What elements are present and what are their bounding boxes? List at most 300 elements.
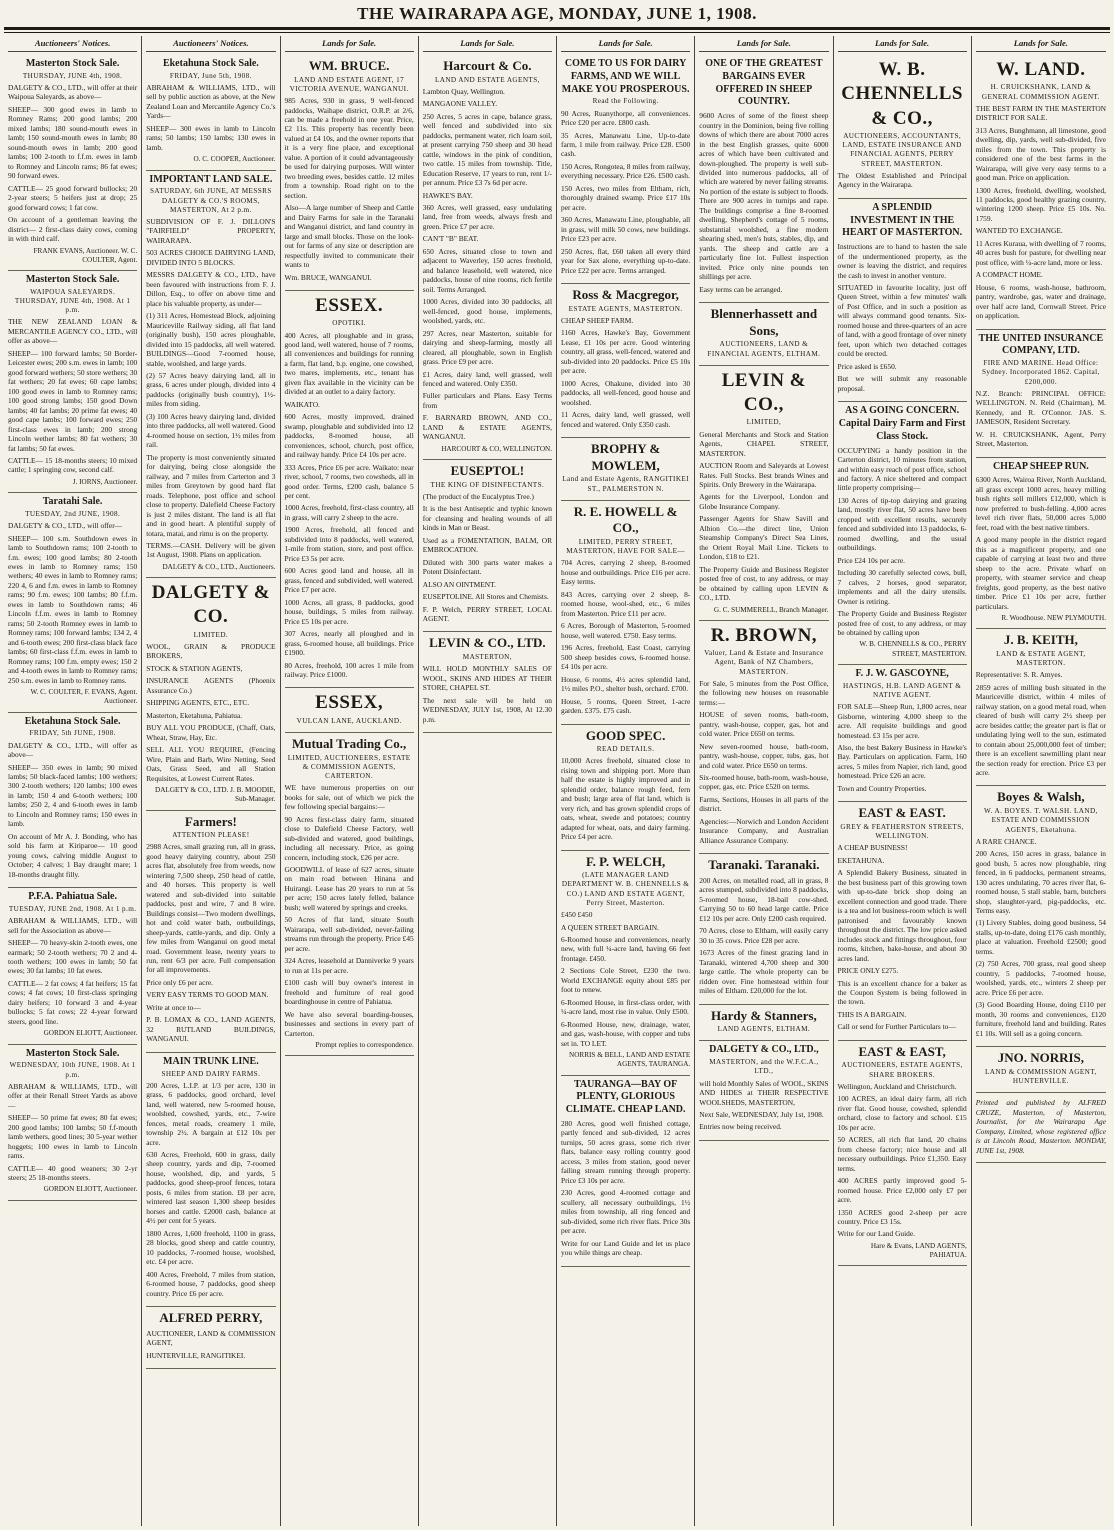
ad-paragraph: Also, the best Bakery Business in Hawke's Bay. Particulars on application. Farm, 160 acres, 5 miles from Napier, rich land, good homestead. Price £26 an acre.	[837, 743, 967, 781]
ad-paragraph: WAIKATO.	[284, 399, 320, 409]
ad-paragraph: EKETAHUNA.	[837, 855, 885, 865]
advertisement	[838, 402, 967, 665]
ad-paragraph: 50 Acres of flat land, situate South Wairarapa, well sub-divided, never-failing streams run through the property. Price £45 per acre.	[284, 915, 414, 953]
ad-paragraph: WE have numerous properties on our books for sale, out of which we pick the few following special bargains:—	[284, 783, 414, 812]
ad-body	[976, 475, 1106, 611]
ad-paragraph: 11 Acres Kuraua, with dwelling of 7 rooms, 40 acres bush for pasture, for dwelling near post office, with ¼-acre land, more or less.	[975, 238, 1106, 267]
advertisement	[423, 632, 552, 733]
ad-body	[976, 104, 1106, 321]
ad-body	[8, 83, 137, 244]
ad-paragraph: (3) Good Boarding House, doing £110 per month, 30 rooms and conveniences, £120 furniture, freehold land and building. Rates £1 10s. Will sell as a going concern.	[975, 1000, 1106, 1038]
ad-subtitle: LAND & COMMISSION AGENT, HUNTERVILLE.	[985, 1067, 1097, 1085]
ad-paragraph: SHEEP— 300 ewes in lamb to Lincoln rams; 50 lambs; 150 lambs; 130 ewes in lamb.	[146, 123, 276, 152]
ad-paragraph: 2859 acres of milling bush situated in the Mauriceville district, within 4 miles of railway station, on a good metal road, when cleared of bush will carry 2½ sheep per acre besides cattle; the greater part is flat or undulating lying well to the sun, estimated to contain about 25,000,000 feet of timber; there is an excellent sawmilling plant near the section ready for erection. Price £3 per acre.	[975, 682, 1106, 777]
ad-paragraph: Also—A large number of Sheep and Cattle and Dairy Farms for sale in the Taranaki and Wanganui district, and land country in large and small blocks. Those on the look-out for farms of any size or description are respectfully invited to communicate their wants to	[284, 203, 414, 270]
ad-paragraph: WOOL, GRAIN & PRODUCE BROKERS,	[146, 641, 276, 661]
ad-paragraph: 307 Acres, nearly all ploughed and in grass, 6-roomed house, all buildings. Price £1900.	[284, 629, 414, 658]
ad-subtitle: SATURDAY, 6th JUNE, AT MESSRS DALGETY & CO.'S ROOMS, MASTERTON, At 2 p.m.	[150, 187, 272, 214]
ad-paragraph: P. B. LOMAX & CO., LAND AGENTS, 32 RUTLAND BUILDINGS, WANGANUI.	[146, 1015, 276, 1044]
ad-title: EAST & EAST.	[858, 805, 946, 821]
ad-paragraph: 90 Acres, Ruanythorpe, all conveniences. Price £20 per acre. £800 cash.	[561, 108, 691, 128]
ad-body	[699, 679, 828, 846]
ad-paragraph: (1) 311 Acres, Homestead Block, adjoining Mauriceville Railway siding, all flat land (originally bush), 150 acres ploughable, divided into 15 paddocks, all well watered. BUILDINGS—Good 7-roomed house, stable, woolshed, and large yards.	[146, 311, 276, 368]
advertisement	[838, 802, 967, 1041]
ad-subtitle: (LATE MANAGER LAND DEPARTMENT W. B. CHENNELLS & CO.) LAND AND ESTATE AGENT, Perry Street, Masterton.	[561, 871, 690, 907]
advertisement	[561, 851, 690, 1076]
ad-paragraph: MESSRS DALGETY & CO., LTD., have been favoured with instructions from F. J. Dillon, Esq., to offer on above time and place his valuable property, as under—	[146, 270, 276, 308]
ad-paragraph: 2988 Acres, small grazing run, all in grass, good heavy dairying country, about 250 acres flat, absolutely free from weeds, now wintering 7,500 sheep, 250 head of cattle, and 40 horses. This property is well watered and sub-divided into suitable paddocks, post and wire, 7 and 8 wire. Buildings consist—Two modern dwellings, hot and cold water bath, outbuildings, sheep-yards, cattle-yards, and dip. Only a few miles from Wanganui on good metal road. Government lease, twenty years to run, rent 6/3 per acre. Full compensation for all improvements.	[146, 842, 276, 975]
column-header: Lands for Sale.	[838, 36, 967, 52]
ad-paragraph: MANGAONE VALLEY.	[422, 99, 498, 109]
ad-body	[146, 1329, 275, 1360]
ad-paragraph: WILL HOLD MONTHLY SALES OF WOOL, SKINS AND HIDES AT THEIR STORE, CHAPEL ST.	[422, 664, 552, 693]
ad-paragraph: 6-Roomed House, in first-class order, with ¼-acre land, most rise in value. Only £500.	[561, 997, 691, 1017]
ad-subtitle: GREY & FEATHERSTON STREETS, WELLINGTON.	[840, 822, 964, 841]
ad-signature: G. C. SUMMERELL, Branch Manager.	[713, 605, 829, 614]
advertisement	[976, 458, 1106, 630]
ad-title: Masterton Stock Sale.	[25, 58, 120, 69]
ad-body	[561, 1119, 690, 1258]
advertisement	[423, 460, 552, 632]
ad-title: DALGETY & CO., LTD.,	[709, 1044, 819, 1056]
ad-paragraph: 1900 Acres, freehold, all fenced and subdivided into 8 paddocks, well watered, 1-mile from station, store, and post office. Price £3 5s per acre.	[284, 525, 414, 563]
ad-subtitle: TUESDAY, JUNE 2nd, 1908. At 1 p.m.	[8, 904, 137, 913]
ad-signature: GORDON ELIOTT, Auctioneer.	[43, 1029, 138, 1038]
ad-paragraph: Diluted with 300 parts water makes a Potent Disinfectant.	[422, 557, 552, 577]
column-4	[419, 36, 557, 1526]
ad-paragraph: HUNTERVILLE, RANGITIKEI.	[146, 1350, 246, 1360]
ad-paragraph: 600 Acres, mostly improved, drained swamp, ploughable and subdivided into 12 paddocks, 8-roomed house, all conveniences, school, church, post office, and railway handy. Price £4 10s per acre.	[284, 412, 414, 460]
ad-body	[146, 842, 275, 1043]
ad-title: CHEAP SHEEP RUN.	[992, 460, 1089, 472]
ad-paragraph: 6-Roomed house and conveniences, nearly new, with full ¼-acre land, having 66 feet frontage. £450.	[561, 935, 691, 963]
ad-paragraph: 6 Acres, Borough of Masterton, 5-roomed house, well watered. £750. Easy terms.	[561, 621, 691, 640]
advertisement	[285, 291, 414, 688]
ad-paragraph: £100 cash will buy owner's interest in freehold and furniture of real good boardinghouse in centre of Pahiatua.	[284, 978, 414, 1007]
ad-paragraph: 1673 Acres of the finest grazing land in Taranaki, wintered 4,700 sheep and 300 large cattle. The whole property can be ridden over. Fine homestead within four miles of Eltham. £20,000 for the lot.	[699, 948, 829, 996]
ad-subtitle: ATTENTION PLEASE!	[172, 831, 250, 840]
ad-paragraph: Price only £6 per acre.	[146, 977, 213, 987]
ad-paragraph: £1 Acres, dairy land, well grassed, well fenced and watered. Only £350.	[422, 369, 552, 388]
advertisement	[976, 55, 1106, 330]
ad-paragraph: DALGETY & CO., LTD., will offer—	[8, 521, 123, 531]
ad-title: Eketahuna Stock Sale.	[162, 58, 259, 69]
masthead-rule-thick	[4, 27, 1110, 30]
ad-paragraph: 400 Acres, Freehold, 7 miles from station, 6-roomed house, 7 paddocks, good sheep country. Price £6 per acre.	[146, 1269, 276, 1298]
ad-paragraph: INSURANCE AGENTS (Phoenix Assurance Co.)	[146, 676, 276, 695]
ad-title: Blennerhassett and Sons,	[710, 306, 818, 338]
advertisement	[285, 55, 414, 291]
ad-paragraph: 600 Acres good land and house, all in grass, fenced and subdivided, well watered. Price £7 per acre.	[284, 566, 414, 595]
ad-paragraph: AUCTION Room and Saleyards at Lowest Rates. Full Stocks. Best brands Wines and Spirits. Only Brewery in the Wairarapa.	[699, 461, 829, 489]
ad-paragraph: But we will submit any reasonable proposal.	[837, 374, 967, 393]
ad-body	[976, 389, 1106, 449]
ad-subtitle: LIMITED,	[746, 418, 782, 427]
ad-body	[561, 756, 690, 841]
ad-paragraph: Wm. BRUCE, WANGANUI.	[284, 272, 372, 282]
advertisement	[699, 854, 828, 1004]
ad-title: AS A GOING CONCERN. Capital Dairy Farm and First Class Stock.	[838, 405, 966, 442]
ad-body	[423, 492, 552, 624]
ad-title: ALFRED PERRY,	[159, 1310, 263, 1326]
advertisement	[561, 438, 690, 501]
advertisement	[8, 55, 137, 271]
ad-paragraph: (2) 750 Acres, 700 grass, real good sheep country, 5 paddocks, 7-roomed house, woolshed, yards, etc., winters 2 sheep per acre. Price £6 per acre.	[975, 959, 1106, 997]
advertisement	[8, 1045, 137, 1201]
ad-paragraph: 150 Acres, Rongotea, 8 miles from railway, everything necessary. Price £26. £500 cash.	[561, 161, 691, 181]
printer-imprint: Printed and published by ALFRED CRUZE, Masterton, of Masterton, Journalist, for the Wairarapa Age Company, Limited, whose registered office is at Lincoln Road, Masterton. MONDAY, JUNE 1st, 1908.	[975, 1098, 1106, 1155]
advertisement	[8, 713, 137, 889]
ad-paragraph: HAWKE'S BAY.	[422, 190, 473, 200]
ad-paragraph: THIS IS A BARGAIN.	[837, 1009, 907, 1019]
ad-paragraph: A CHEAP BUSINESS!	[837, 843, 908, 853]
column-3	[281, 36, 419, 1526]
ad-paragraph: 9600 Acres of some of the finest sheep country in the Dominion, being five rolling downs of which there are about 7000 acres in the best English grasses, quite 6000 acres of which have been cultivated and down-ploughed. The property is well sub-divided into numerous paddocks, all of which are watered by never failing streams. No portion of the estate is subject to floods. There are 900 acres in turnips and rape. The buildings comprise a fine 8-roomed dwelling, Shepherd's cottage of 5 rooms, substantial woolshed, a fine modern shearing shed, men's huts, stables, dip, and yards. The sheep and cattle are a particularly fine lot. Fullest inspection invited. Price only nine pounds ten shillings per acre.	[699, 111, 829, 282]
ad-paragraph: 360 Acres, well grassed, easy undulating land, free from weeds, always fresh and green. Price £7 per acre.	[422, 203, 552, 231]
ad-signature: O. C. COOPER, Auctioneer.	[193, 155, 276, 164]
ad-paragraph: CATTLE— 40 good weaners; 30 2-yr steers; 25 18-months steers.	[8, 1163, 138, 1182]
ad-title: Eketahuna Stock Sale.	[24, 715, 121, 727]
ad-body	[838, 843, 967, 1031]
advertisement	[976, 786, 1106, 1047]
advertisement	[146, 1307, 275, 1369]
ad-subtitle: THE KING OF DISINFECTANTS.	[430, 480, 545, 489]
ad-paragraph: ALSO AN OINTMENT.	[422, 579, 496, 589]
ad-subtitle: LAND AGENTS, ELTHAM.	[717, 1025, 811, 1034]
ad-subtitle: MASTERTON,	[462, 653, 512, 662]
ad-title: Mutual Trading Co.,	[291, 735, 407, 751]
ad-paragraph: 1300 Acres, freehold, dwelling, woolshed, 11 paddocks, good healthy grazing country, wintering 1200 sheep. Price £5 10s. No. 1759.	[975, 185, 1106, 223]
ad-paragraph: SHEEP— 300 good ewes in lamb to Romney Rams; 200 good lambs; 200 mixed lambs; 180 sound-mouth ewes in lamb; 150 sound-mouth ewes in lamb; 80 sound-mouth ewes in lamb; 200 good lambs; 100 2-tooth to f.f.m. ewes in lamb to Romney and Lincoln rams; 86 fat ewes; 90 forward ewes.	[8, 104, 138, 181]
ad-body	[561, 558, 690, 715]
ad-paragraph: Call or send for Further Particulars to—	[837, 1022, 956, 1032]
ad-paragraph: 1000 Acres, Ohakune, divided into 30 paddocks, all well-fenced, good house and woolshed.	[561, 378, 691, 407]
advertisement	[561, 501, 690, 725]
ad-signature: Hare & Evans, LAND AGENTS, PAHIATUA.	[870, 1241, 967, 1260]
ad-title: Farmers!	[184, 813, 237, 829]
ad-paragraph: 704 Acres, carrying 2 sheep, 8-roomed house and outbuildings. Price £16 per acre. Easy terms.	[561, 558, 691, 587]
ad-paragraph: SHEEP— 70 heavy-skin 2-tooth ewes, one earmark; 50 2-tooth wethers; 70 2 and 4-tooth wethers; 100 ewes in lamb; 50 fat ewes; 30 fat lambs; 10 fat ewes.	[8, 938, 138, 976]
ad-paragraph: 200 Acres, on metalled road, all in grass, 8 acres stumped, subdivided into 8 paddocks, 5-roomed house, 18-bail cow-shed. Carrying 50 to 60 head large cattle. Price £12 10s per acre. Only £200 cash required.	[699, 875, 829, 923]
ad-paragraph: N.Z. Branch: PRINCIPAL OFFICE: WELLINGTON. N. Reid (Chairman), M. Kennedy, and R. O'Connor. JAS. S. JAMESON, Resident Secretary.	[975, 388, 1106, 427]
ad-paragraph: STOCK & STATION AGENTS,	[146, 663, 243, 673]
ad-paragraph: 70 Acres, close to Eltham, will easily carry 30 to 35 cows. Price £28 per acre.	[699, 926, 829, 945]
ad-title: Ross & Macgregor,	[572, 287, 679, 303]
ad-subtitle: LIMITED.	[193, 630, 229, 639]
ad-body	[8, 1082, 137, 1183]
ad-signature: NORRIS & BELL, LAND AND ESTATE AGENTS, TAURANGA.	[569, 1051, 691, 1069]
ad-subtitle: Land and Estate Agents, RANGITIKEI ST., PALMERSTON N.	[562, 475, 690, 493]
ad-paragraph: 1350 ACRES good 2-sheep per acre country. Price £3 15s.	[837, 1207, 967, 1227]
ad-paragraph: 2 Sections Cole Street, £230 the two. World EXCHANGE equity about £85 per foot to renew.	[561, 966, 691, 995]
ad-paragraph: 630 Acres, Freehold, 600 in grass, daily sheep country, yards and dip, 7-roomed house, woolshed, dip, and yards, 5 paddocks, good sheep-proof fences, totara posts, 6 miles from station. £8 per acre, wintered last season 1,300 sheep besides horses and cattle. £2000 cash, balance at 4½ per cent for 5 years.	[146, 1150, 276, 1226]
column-5	[557, 36, 695, 1526]
ad-signature: GORDON ELIOTT, Auctioneer.	[43, 1185, 138, 1194]
ad-paragraph: 324 Acres, leasehold at Danniverke 9 years to run at 11s per acre.	[284, 956, 414, 975]
ad-subtitle: TUESDAY, 2nd JUNE, 1908.	[25, 509, 121, 518]
ad-paragraph: 200 Acres, 150 acres in grass, balance in good bush, 5 acres now ploughable, ring fenced, in 6 paddocks, permanent streams, 130 acres undulating, 70 acres river flat, 6-roomed house, 5 stall stable, barn, butchers shop, slaughter-yard, pig-paddocks, etc. Terms easy.	[975, 849, 1106, 916]
ad-subtitle: OPOTIKI.	[332, 319, 366, 328]
ad-paragraph: BUY ALL YOU PRODUCE, (Chaff, Oats, Wheat, Straw, Hay, Etc.	[146, 723, 276, 742]
ad-title: J. B. KEITH,	[1003, 632, 1078, 648]
ad-paragraph: A Splendid Bakery Business, situated in the best business part of this growing town with up-to-date brick shop doing an excellent connection and good trade. There is a tea and lot business-room which is well patronised and favourably known throughout the district. The low price asked includes stock and fittings throughout, four rooms, kitchen, bake-house, and about 30 acres land.	[837, 868, 967, 963]
ad-title: Harcourt & Co.	[443, 58, 532, 73]
ad-title: W. LAND.	[996, 59, 1086, 80]
ad-paragraph: 333 Acres, Price £6 per acre. Waikato: near river, school, 7 rooms, two cowsheds, all in good order. Terms, £200 cash, balance 5 per cent.	[284, 462, 414, 500]
ad-signature: DALGETY & CO., LTD., Auctioneers.	[162, 562, 276, 571]
advertisement	[699, 1005, 828, 1042]
ad-title: Masterton Stock Sale.	[25, 273, 120, 285]
ad-subtitle: LIMITED, AUCTIONEERS, ESTATE & COMMISSION AGENTS, CARTERTON.	[287, 753, 411, 781]
ad-paragraph: Lambton Quay, Wellington.	[422, 86, 505, 96]
ad-body	[423, 664, 552, 724]
ad-paragraph: 11 Acres, dairy land, well grassed, well fenced and watered. Only £350 cash.	[561, 410, 691, 429]
ad-paragraph: 150 Acres, two miles from Eltham, rich, thoroughly drained swamp. Price £17 10s per acre.	[561, 183, 691, 212]
ad-signature: R. Woodhouse. NEW PLYMOUTH.	[1001, 614, 1106, 623]
ad-paragraph: Easy terms can be arranged.	[699, 284, 783, 294]
ad-paragraph: SHEEP— 100 s.m. Southdown ewes in lamb to Southdown rams; 100 2-tooth to f.m. ewes; 100 good lambs; 80 2-tooth ewes in lamb to Romney rams; 150 wethers; 40 ewes in lamb to Romney rams; 220 4, 6 and f.m. ewes in lamb to Romney rams; 90 f.m. ewes; 100 lambs; 80 f.f.m. ewes in lamb to Southdown rams; 46 Lincoln f.f.m. ewes in lamb to Romney rams; 50 2-tooth Romney ewes in lamb to Romney rams; 100 forward lambs; 134 2, 4 and 6-tooth ewes; 200 first-class black face lambs; 60 first-class f.f.m. ewes in lamb to Romney rams; 100 f.m. empty ewes; 150 2 and 4-tooth ewes in lamb to Romney rams; 250 s.m. ewes in lamb to Romney rams.	[8, 533, 138, 685]
advertisement	[8, 493, 137, 712]
ad-paragraph: 6-Roomed House, new, drainage, water, and gas, wash-house, with copper and tubs set in. TO LET.	[561, 1019, 691, 1048]
ad-paragraph: House, 6 rooms, 4½ acres splendid land, 1½ miles P.O., shelter bush, orchard. £700.	[561, 674, 691, 694]
ad-subtitle: MASTERTON, and the W.F.C.A., LTD.,	[709, 1058, 819, 1076]
ad-body	[699, 111, 828, 294]
advertisement	[423, 55, 552, 460]
column-header: Lands for Sale.	[423, 36, 552, 52]
ad-body	[699, 876, 828, 996]
ad-paragraph: £450 £450	[561, 910, 593, 920]
ad-title: ESSEX,	[315, 692, 384, 714]
ad-body	[146, 642, 275, 783]
ad-paragraph: Farms, Sections, Houses in all parts of the district.	[699, 794, 829, 814]
advertisement	[561, 1076, 690, 1267]
ad-paragraph: 35 Acres, Manawatu Line, Up-to-date farm, 1 mile from railway. Price £28. £500 cash.	[561, 130, 691, 159]
ad-signature: Prompt replies to correspondence.	[315, 1040, 414, 1049]
ad-paragraph: CATTLE— 2 fat cows; 4 fat heifers; 15 fat cows; 4 fat cows; 10 first-class springing dairy heifers; 10 forward 3 and 4-year bullocks; 5 fat cows; 22 4-year forward steers, good line.	[8, 978, 138, 1026]
ad-paragraph: 130 Acres of tip-top dairying and grazing land, mostly river flat, 50 acres have been cropped with excellent results, securely fenced and subdivided into 13 paddocks, 6-roomed dwelling, and the usual outbuildings.	[837, 495, 967, 553]
ad-paragraph: WANTED TO EXCHANGE.	[975, 226, 1063, 236]
ad-paragraph: (The product of the Eucalyptus Tree.)	[422, 491, 534, 501]
ad-title: R. E. HOWELL & CO.,	[573, 503, 678, 536]
ad-paragraph: CATTLE— 15 18-months steers; 10 mixed cattle; 1 springing cow, second calf.	[8, 455, 138, 475]
ad-title: LEVIN & CO., LTD.	[429, 635, 546, 651]
ad-paragraph: Write for our Land Guide and let us place you while things are cheap.	[561, 1238, 691, 1258]
ad-subtitle: FRIDAY, June 5th, 1908.	[169, 71, 252, 80]
ad-body	[838, 171, 967, 190]
ad-paragraph: 200 Acres, L.I.P. at 1/3 per acre, 130 in grass, 6 paddocks, good orchard, level land, well watered, new 5-roomed house, woolshed, cowshed, yards, etc., 7-wire fences, metal roads, creamery 1 mile, township 2½. A bargain at £12 10s per acre.	[146, 1080, 276, 1147]
ad-paragraph: W. H. CRUICKSHANK, Agent, Perry Street, Masterton.	[975, 429, 1106, 449]
ad-paragraph: We have also several boarding-houses, businesses and sections in every part of Carterton.	[284, 1009, 414, 1038]
ad-paragraph: Fuller particulars and Plans. Easy Terms from	[422, 391, 552, 410]
advertisement	[146, 578, 275, 810]
ad-body	[285, 96, 414, 282]
ad-paragraph: The Property Guide and Business Register posted free of cost, to any address, or may be obtained by calling upon	[837, 609, 967, 637]
ad-paragraph: SHEEP— 50 prime fat ewes; 80 fat ewes; 200 good lambs; 100 lambs; 50 f.f-mouth lamb wethers, good lines; 30 5-year wether hoggets; 100 ewes in lamb to Lincoln rams.	[8, 1113, 138, 1161]
ad-subtitle: READ DETAILS.	[596, 745, 655, 754]
ad-title: P.F.A. Pahiatua Sale.	[28, 891, 117, 903]
column-7	[834, 36, 972, 1526]
ad-body	[561, 109, 690, 276]
ad-paragraph: Town and Country Properties.	[837, 783, 927, 793]
advertisement	[146, 55, 275, 171]
ad-title: Taranaki. Taranaki.	[708, 857, 820, 873]
columns-container	[4, 36, 1110, 1526]
ad-title: A SPLENDID INVESTMENT IN THE HEART OF MASTERTON.	[842, 201, 963, 239]
ad-paragraph: House, 5 rooms, Queen Street, 1-acre garden. £375. £75 cash.	[561, 696, 691, 716]
ad-paragraph: Representative: S. R. Amyes.	[975, 670, 1063, 680]
ad-body	[146, 217, 275, 560]
ad-title: EAST & EAST,	[858, 1043, 946, 1059]
column-header: Auctioneers' Notices.	[8, 36, 137, 52]
ad-paragraph: 313 Acres, Bunghmann, all limestone, good dwelling, dip, yards, well sub-divided, five miles from the town. This property is considered one of the best farms in the Wairarapa, will give very easy terms to a good man. Price on application.	[975, 125, 1106, 183]
ad-subtitle: Read the Following.	[592, 97, 659, 106]
ad-paragraph: Entries now being received.	[699, 1122, 782, 1132]
ad-body	[976, 837, 1106, 1038]
ad-paragraph: DALGETY & CO., LTD., will offer as above—	[8, 740, 138, 760]
ad-body	[8, 741, 137, 880]
ad-paragraph: 1000 Acres, all grass, 8 paddocks, good house, buildings, 5 miles from railway. Price £5 10s per acre.	[284, 597, 414, 626]
ad-paragraph: 250 Acres, flat, £60 taken all every third year for Sax alone, everything up-to-date. Price £22 per acre. Terms arranged.	[561, 246, 691, 275]
ad-body	[8, 317, 137, 475]
ad-body	[8, 521, 137, 685]
ad-paragraph: 503 ACRES CHOICE DAIRYING LAND, DIVIDED INTO 5 BLOCKS.	[146, 248, 276, 267]
ad-paragraph: This is an excellent chance for a baker as the Coupon System is being followed in the town.	[837, 978, 967, 1007]
ad-paragraph: ABRAHAM & WILLIAMS, LTD., will offer at their Renall Street Yards as above—	[8, 1081, 138, 1110]
ad-title: W. B. CHENNELLS & CO.,	[841, 59, 963, 129]
ad-paragraph: F. P. Welch, PERRY STREET, LOCAL AGENT.	[422, 604, 552, 623]
ad-subtitle: Valuer, Land & Estate and Insurance Agent, Bank of NZ Chambers, MASTERTON.	[704, 649, 824, 676]
ad-body	[561, 910, 690, 1048]
ad-title: WM. BRUCE.	[308, 58, 390, 73]
advertisement	[8, 888, 137, 1044]
advertisement	[699, 303, 828, 366]
ad-title: Hardy & Stanners,	[710, 1007, 817, 1023]
ad-subtitle: VULCAN LANE, AUCKLAND.	[296, 716, 402, 725]
ad-paragraph: 400 ACRES partly improved good 5-roomed house. Price £2,000 only £7 per acre.	[837, 1176, 967, 1205]
ad-signature: HARCOURT & CO, WELLINGTON.	[441, 444, 552, 453]
column-8	[972, 36, 1110, 1526]
ad-paragraph: A good many people in the district regard this as a magnificent property, and one capable of carrying at least two and three sheep to the acre. Private wharf on property, with steamer service and cheap freights, good property, as the best native timber. Price £1 10s per acre, further particulars.	[975, 535, 1106, 611]
ad-paragraph: 1000 Acres, freehold, first-class country, all in grass, will carry 2 sheep to the acre.	[284, 503, 414, 522]
ad-paragraph: House, 6 rooms, wash-house, bathroom, pantry, wardrobe, gas, water and drainage, over half acre land, Cornwall Street. Price on application.	[975, 282, 1106, 321]
advertisement	[838, 199, 967, 402]
column-header: Lands for Sale.	[699, 36, 828, 52]
ad-signature: DALGETY & CO., LTD. J. B. MOODIE, Sub-Manager.	[155, 786, 276, 804]
ad-paragraph: VERY EASY TERMS TO GOOD MAN.	[146, 990, 269, 1000]
ad-title: MAIN TRUNK LINE.	[163, 1055, 259, 1067]
ad-paragraph: 10,000 Acres freehold, situated close to rising town and shipping port. More than half the estate is highly improved and in splendid order, balance rough feed, fern and bush; large area of flat land, which is very rich, and has grown splendid crops of oats, wheat, swede and potatoes; country adapted for wheat, oats, and dairy farming. Price £4 per acre.	[561, 756, 691, 842]
ad-body	[838, 242, 967, 393]
ad-paragraph: PRICE ONLY £275.	[837, 966, 899, 976]
ad-paragraph: THE NEW ZEALAND LOAN & MERCANTILE AGENCY CO., LTD., will offer as above—	[8, 317, 138, 346]
ad-paragraph: Agents for the Liverpool, London and Globe Insurance Company.	[699, 492, 829, 511]
ad-paragraph: A RARE CHANCE.	[975, 836, 1037, 846]
ad-paragraph: 843 Acres, carrying over 2 sheep, 8-roomed house, wool-shed, etc., 6 miles from Masterton. Price £11 per acre.	[561, 589, 691, 618]
advertisement	[8, 271, 137, 493]
ad-paragraph: 80 Acres, freehold, 100 acres 1 mile from railway. Price £1000.	[284, 660, 414, 679]
ad-subtitle: H. CRUICKSHANK, LAND & GENERAL COMMISSION AGENT.	[981, 83, 1100, 101]
ad-title: GOOD SPEC.	[585, 727, 666, 743]
ad-paragraph: 1160 Acres, Hawke's Bay, Government Lease, £1 10s per acre. Good wintering country, all grass, well-fenced, watered and sub-divided into 20 paddocks. Price £5 10s per acre.	[561, 328, 691, 376]
ad-paragraph: 985 Acres, 930 in grass, 9 well-fenced paddocks, Waihape district, O.R.P. at 2/6, can be made a freehold in one year. Price, £2 11s. This property has recently been valued at £4 10s, and the owner reports that it is a very fine place, and exceptional value. A portion of it could advantageously be used for dairying purposes. Will winter two breeding ewes, besides cattle. 12 miles from a township. Road right on to the section.	[284, 96, 414, 200]
ad-paragraph: A QUEEN STREET BARGAIN.	[561, 922, 659, 932]
ad-signature: W. B. CHENNELLS & CO., PERRY STREET, MASTERTON.	[859, 640, 967, 658]
column-1	[4, 36, 142, 1526]
ad-title: F. P. WELCH,	[585, 853, 666, 869]
ad-paragraph: GOODWILL of lease of 627 acres, situate on main road between Hinana and Huirangi. Lease has 20 years to run at 5s per acre; 150 acres lately felled, balance bush; well watered by springs and creeks.	[284, 865, 414, 912]
advertisement	[146, 1053, 275, 1307]
advertisement	[561, 284, 690, 438]
ad-subtitle: FIRE AND MARINE. Head Office: Sydney. Incorporated 1862. Capital, £200,000.	[982, 359, 1100, 386]
ad-paragraph: DALGETY & CO., LTD., will offer at their Waipoua Saleyards, as above—	[8, 83, 138, 102]
ad-body	[146, 1081, 275, 1298]
advertisement	[699, 1041, 828, 1141]
ad-paragraph: (2) 57 Acres heavy dairying land, all in grass, 6 acres under plough, divided into 4 paddocks (originally bush country), 1½-miles from siding.	[146, 371, 276, 409]
ad-paragraph: On account of a gentleman leaving the district— 2 first-class dairy cows, coming in with third calf.	[8, 215, 138, 244]
ad-paragraph: Masterton, Eketahuna, Pahiatua.	[146, 710, 243, 720]
ad-paragraph: EUSEPTOLINE. All Stores and Chemists.	[422, 592, 549, 602]
ad-title: DALGETY & CO.	[151, 582, 271, 628]
ad-title: TAURANGA—BAY OF PLENTY, GLORIOUS CLIMATE. CHEAP LAND.	[565, 1078, 686, 1116]
ad-paragraph: SELL ALL YOU REQUIRE, (Fencing Wire, Plain and Barb, Wire Netting, Seed Oats, Grass Seed, and all Station Requisites, at Lowest Current Rates.	[146, 745, 276, 783]
ad-paragraph: ABRAHAM & WILLIAMS, LTD., will sell by public auction as above, at the New Zealand Loan and Mercantile Agency Co.'s Yards—	[146, 83, 276, 121]
advertisement	[146, 811, 275, 1053]
ad-paragraph: 1000 Acres, divided into 30 paddocks, all well-fenced, good house, implements, woolshed, yards, etc.	[422, 297, 552, 326]
ad-paragraph: 280 Acres, good well finished cottage, partly fenced and sub-divided, 12 acres turnips, 50 acres grass, some rich river flats, balance easy rolling country good access, 3 miles from station, good never failing stream running through property. Price £3 10s per acre.	[561, 1119, 691, 1185]
ad-paragraph: F. BARNARD BROWN, AND CO., LAND & ESTATE AGENTS, WANGANUI.	[422, 413, 552, 442]
ad-signature: W. C. COULTER, F. EVANS, Agent. Auctioneer.	[30, 688, 138, 706]
ad-subtitle: WEDNESDAY, 10th JUNE, 1908. At 1 p.m.	[9, 1061, 136, 1079]
ad-body	[285, 331, 414, 680]
advertisement	[561, 55, 690, 284]
ad-paragraph: 1800 Acres, 1,600 freehold, 1100 in grass, 28 blocks, good sheep and cattle country, 10 paddocks, 7-roomed house, woolshed, etc. £4 per acre.	[146, 1228, 276, 1267]
ad-paragraph: New seven-roomed house, bath-room, pantry, wash-house, copper, tubs, gas, hot and cold water. Price £650 on terms.	[699, 741, 829, 770]
ad-body	[976, 670, 1106, 777]
ad-paragraph: SITUATED in favourite locality, just off Queen Street, within a few minutes' walk of Post Office, and in such a position as will always command good tenants. Six-roomed house and three-quarters of an acre of land, with a good frontage of over ninety feet, upon which two detached cottages could be erected.	[837, 283, 967, 359]
ad-paragraph: FOR SALE—Sheep Run, 1,800 acres, near Gisborne, wintering 4,000 sheep to the acre. All requisite buildings and good homestead. £3 15s per acre.	[837, 702, 967, 740]
ad-paragraph: The Oldest Established and Principal Agency in the Wairarapa.	[837, 170, 967, 190]
ad-title: Masterton Stock Sale.	[25, 1047, 120, 1059]
ad-subtitle: THURSDAY, JUNE 4th, 1908.	[22, 71, 123, 80]
ad-body	[561, 316, 690, 429]
ad-paragraph: 100 ACRES, an ideal dairy farm, all rich river flat. Good house, cowshed, splendid orchard, close to factory and school. £15 10s per acre.	[837, 1094, 967, 1132]
ad-title: COME TO US FOR DAIRY FARMS, AND WE WILL MAKE YOU PROSPEROUS.	[561, 58, 690, 95]
ad-body	[699, 1079, 828, 1132]
ad-subtitle: W. A. BOYES. T. WALSH. LAND, ESTATE AND COMMISSION AGENTS, Eketahuna.	[983, 807, 1098, 834]
ad-paragraph: CAN'T "B" BEAT.	[422, 234, 479, 244]
ad-paragraph: Next Sale, WEDNESDAY, July 1st, 1908.	[699, 1110, 824, 1120]
ad-paragraph: 250 Acres, 5 acres in cape, balance grass, well fenced and subdivided into six paddocks, permanent water, rich loam soil, at present carrying 750 sheep and 30 head cattle, windows in the pink of condition, two cattle. 15 miles from township. Title, Education Reserve, 17 years to run, rent 1/- per annum. Price £3 7s 6d per acre.	[422, 111, 552, 188]
ad-title: IMPORTANT LAND SALE.	[149, 173, 273, 185]
ad-body	[699, 430, 828, 603]
ad-paragraph: Wellington, Auckland and Christchurch.	[837, 1081, 957, 1091]
ad-body	[838, 446, 967, 638]
ad-paragraph: Price £24 10s per acre.	[837, 555, 906, 565]
ad-paragraph: THE BEST FARM IN THE MASTERTON DISTRICT FOR SALE.	[975, 103, 1106, 123]
ad-paragraph: On account of Mr A. J. Bonding, who has sold his farm at Kiriparoe— 10 good young cows, calving middle August to October; 4 calves; 1 Bay draught mare; 1 18-months draught filly.	[8, 831, 138, 879]
ad-paragraph: AUCTIONEER, LAND & COMMISSION AGENT,	[146, 1328, 276, 1348]
advertisement	[699, 366, 828, 621]
advertisement	[285, 733, 414, 1056]
column-6	[695, 36, 833, 1526]
ad-subtitle: AUCTIONEERS, LAND & FINANCIAL AGENTS, ELTHAM.	[707, 340, 821, 358]
ad-paragraph: 650 Acres, situated close to town and adjacent to Waverley, 150 acres freehold, and balance leasehold, well watered, nice paddocks, house of nine rooms, rich fertile soil. Terms Arranged.	[422, 246, 552, 294]
ad-body	[838, 1082, 967, 1239]
advertisement	[699, 621, 828, 854]
ad-signature: J. IORNS, Auctioneer.	[72, 477, 138, 486]
ad-paragraph: 6300 Acres, Wairoa River, North Auckland, all grass except 1000 acres, heavy milling bush rights sell millers £12,000, which is now preferred to bush-felling. 4,000 acres level rich river flats, 50,000 acres 5,000 feet, road with the best native timbers.	[975, 475, 1106, 532]
advertisement	[976, 1093, 1106, 1163]
